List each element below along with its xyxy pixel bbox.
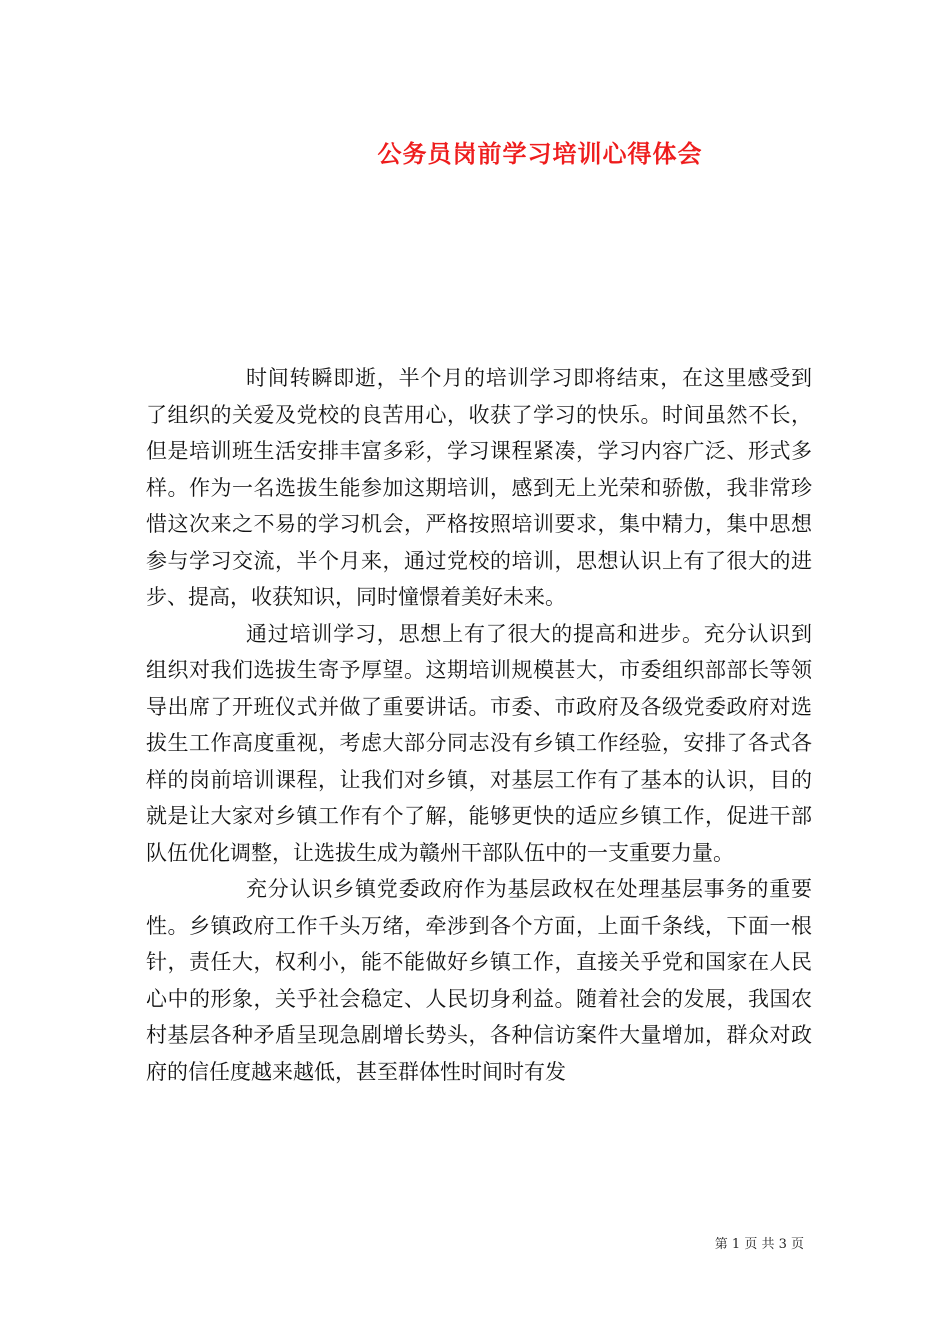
page-number-footer: 第 1 页 共 3 页 (714, 1237, 804, 1252)
document-title: 公务员岗前学习培训心得体会 (377, 140, 703, 168)
paragraph-2: 通过培训学习，思想上有了很大的提高和进步。充分认识到组织对我们选拔生寄予厚望。这期培训规模甚大，市委组织部部长等领导出席了开班仪式并做了重要讲话。市委、市政府及各级党委政府对选拔生工作高度重视，考虑大部分同志没有乡镇工作经验，安排了各式各样的岗前培训课程，让我们对乡镇，对基层工作有了基本的认识，目的就是让大家对乡镇工作有个了解，能够更快的适应乡镇工作，促进干部队伍优化调整，让选拔生成为赣州干部队伍中的一支重要力量。 (146, 621, 812, 865)
paragraph-3: 充分认识乡镇党委政府作为基层政权在处理基层事务的重要性。乡镇政府工作千头万绪，牵涉到各个方面，上面千条线，下面一根针，责任大，权利小，能不能做好乡镇工作，直接关乎党和国家在人民心中的形象，关乎社会稳定、人民切身利益。随着社会的发展，我国农村基层各种矛盾呈现急剧增长势头，各种信访案件大量增加，群众对政府的信任度越来越低，甚至群体性时间时有发 (146, 877, 812, 1084)
document-body (146, 360, 812, 1090)
paragraph-1: 时间转瞬即逝，半个月的培训学习即将结束，在这里感受到了组织的关爱及党校的良苦用心，收获了学习的快乐。时间虽然不长，但是培训班生活安排丰富多彩，学习课程紧凑，学习内容广泛、形式多样。作为一名选拔生能参加这期培训，感到无上光荣和骄傲，我非常珍惜这次来之不易的学习机会，严格按照培训要求，集中精力，集中思想参与学习交流，半个月来，通过党校的培训，思想认识上有了很大的进步、提高，收获知识，同时憧憬着美好未来。 (146, 366, 812, 609)
